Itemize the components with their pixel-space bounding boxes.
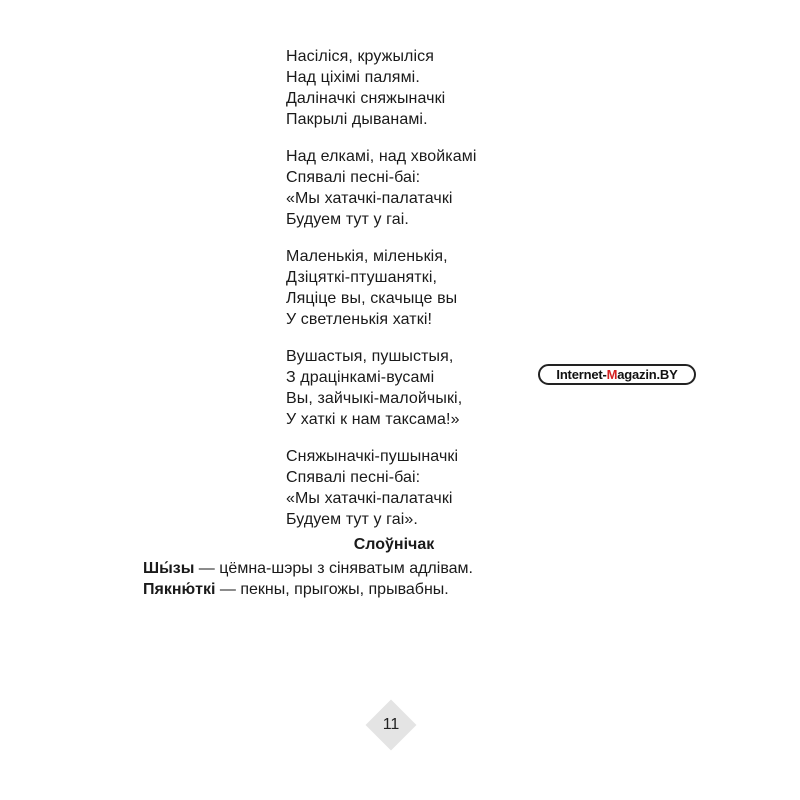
poem-line: Сняжыначкі-пушыначкі [286,448,459,465]
poem-line: У светленькія хаткі! [286,311,433,328]
poem-line: Над ціхімі палямі. [286,69,420,86]
poem-line: «Мы хатачкі-палатачкі [286,190,453,207]
poem [286,46,546,546]
poem-line: Будуем тут у гаі». [286,511,418,528]
stanza-1 [286,46,546,130]
poem-line: Будуем тут у гаі. [286,211,409,228]
poem-line: З драцінкамі-вусамі [286,369,435,386]
poem-line: Спявалі песні-баі: [286,169,421,186]
glossary [143,558,473,600]
poem-line: Спявалі песні-баі: [286,469,421,486]
page-number: 11 [382,716,400,733]
poem-line: Вы, зайчыкі-малойчыкі, [286,390,463,407]
watermark-part: agazin.BY [617,367,678,382]
poem-line: Маленькія, міленькія, [286,248,448,265]
poem-line: У хаткі к нам таксама!» [286,411,460,428]
poem-line: Далiначкі сняжыначкі [286,90,446,107]
stanza-3 [286,246,546,330]
watermark-part: Internet- [556,367,607,382]
stanza-2 [286,146,546,230]
poem-line: Вушастыя, пушыстыя, [286,348,454,365]
glossary-title-row [0,535,800,555]
poem-line: Насіліся, кружыліся [286,48,435,65]
glossary-term: Пякню́ткі [143,581,216,598]
glossary-title: Слоўнічак [353,536,435,553]
watermark-logo [538,364,696,385]
glossary-definition: — пекны, прыгожы, прывабны. [215,581,449,598]
glossary-term: Шы́зы [143,560,195,577]
glossary-definition: — цёмна-шэры з сіняватым адлівам. [194,560,473,577]
poem-line: «Мы хатачкі-палатачкі [286,490,453,507]
glossary-entry [143,558,473,579]
poem-line: Пакрылі дыванамі. [286,111,428,128]
stanza-4 [286,346,546,430]
stanza-5 [286,446,546,530]
poem-line: Ляціце вы, скачыце вы [286,290,458,307]
poem-line: Дзіцяткі-птушаняткі, [286,269,438,286]
glossary-entry [143,579,473,600]
poem-line: Над елкамі, над хвойкамі [286,148,477,165]
watermark-part-red: M [606,367,618,382]
